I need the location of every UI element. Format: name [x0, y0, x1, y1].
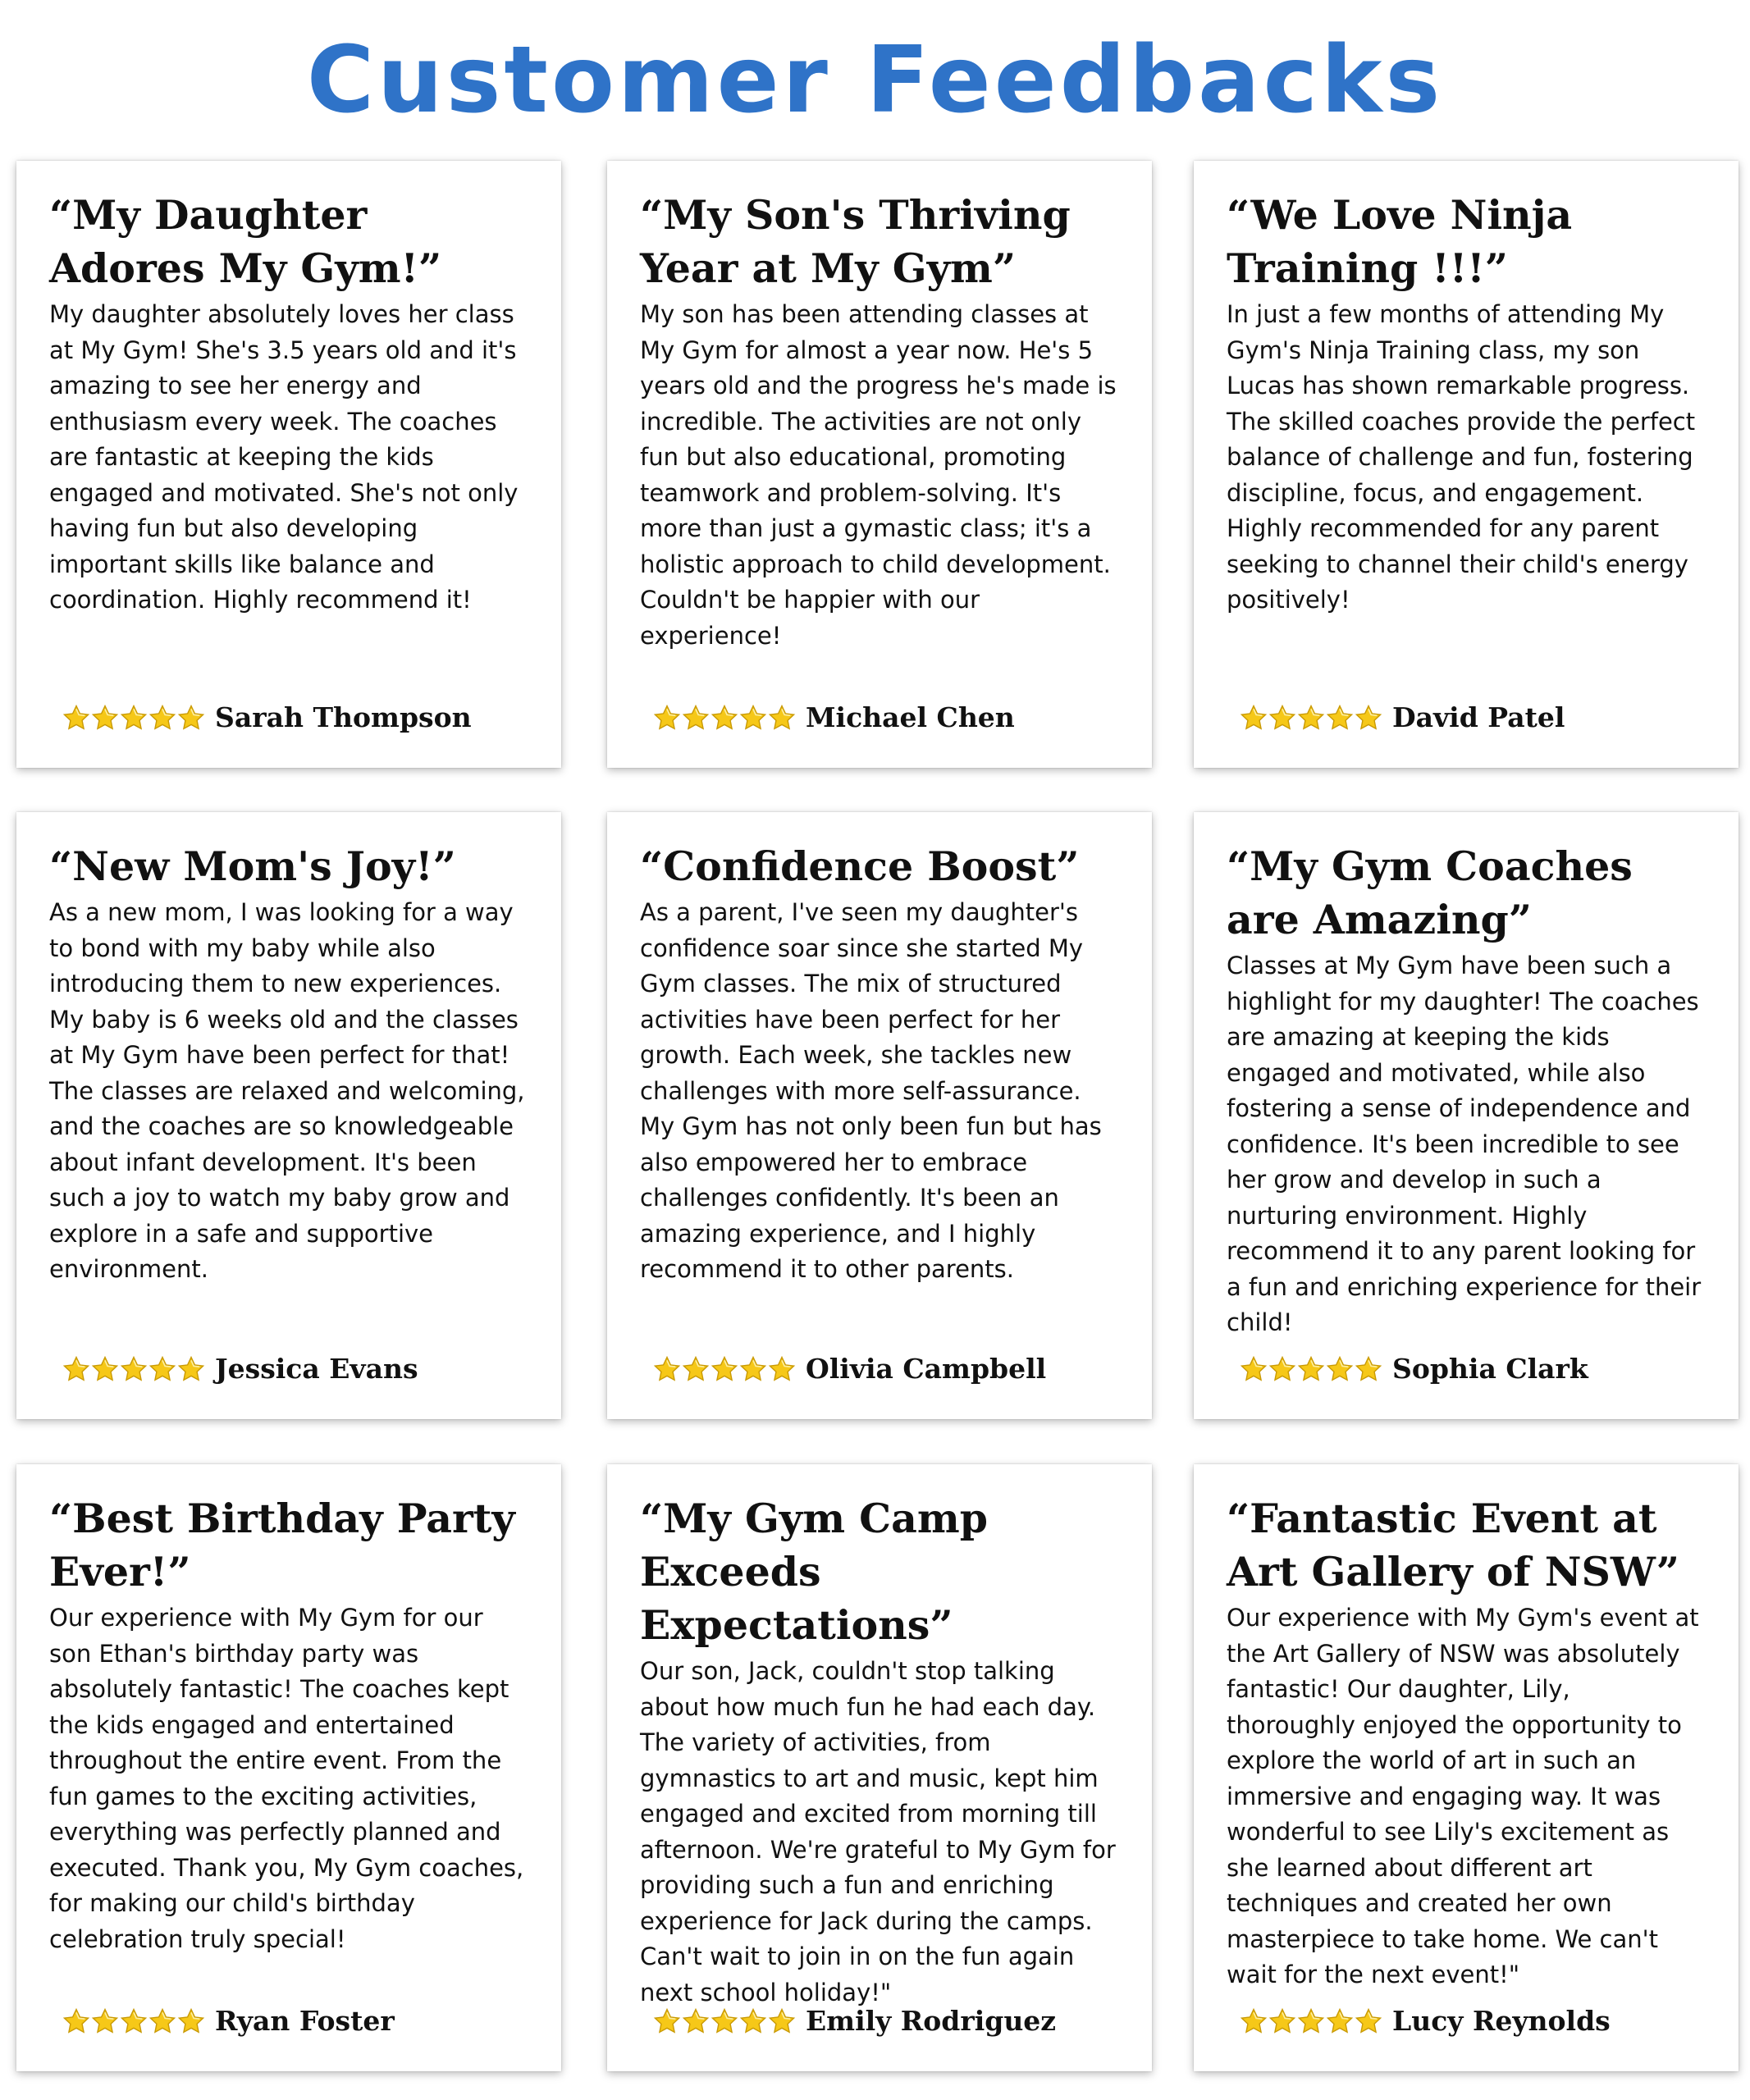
- star-icon: [739, 1355, 767, 1383]
- star-icon: [1268, 704, 1296, 732]
- review-footer: [1240, 701, 1565, 733]
- star-icon: [711, 704, 738, 732]
- star-icon: [653, 2007, 681, 2035]
- star-rating: [62, 1355, 205, 1383]
- star-rating: [1240, 2007, 1382, 2035]
- review-footer: [653, 701, 1015, 733]
- star-icon: [682, 1355, 710, 1383]
- review-title: “Best Birthday Party Ever!”: [49, 1495, 515, 1596]
- star-icon: [177, 1355, 205, 1383]
- star-rating: [653, 2007, 796, 2035]
- star-icon: [711, 1355, 738, 1383]
- star-icon: [177, 2007, 205, 2035]
- reviewer-name: Sophia Clark: [1392, 1353, 1588, 1385]
- star-icon: [1240, 2007, 1268, 2035]
- reviewer-name: David Patel: [1392, 701, 1565, 733]
- review-title: “New Mom's Joy!”: [49, 842, 456, 890]
- star-icon: [120, 704, 148, 732]
- review-text: Our son, Jack, couldn't stop talking about how much fun he had each day. The variety of activities, from gymnastics to art and music, kept him engaged and excited from morning till afternoon. We're grateful to My Gym for providing such a fun and enriching experience for Jack during the camps. Can't wait to join in on the fun again next school holiday!": [640, 1657, 1116, 2006]
- review-card-1: [16, 161, 561, 768]
- star-icon: [1326, 1355, 1354, 1383]
- review-card-9: [1194, 1464, 1739, 2071]
- star-icon: [682, 2007, 710, 2035]
- review-footer: [653, 1353, 1046, 1385]
- star-icon: [1240, 1355, 1268, 1383]
- star-icon: [768, 704, 796, 732]
- review-footer: [653, 2005, 1056, 2037]
- star-icon: [91, 704, 119, 732]
- review-title: “My Gym Camp Exceeds Expectations”: [640, 1495, 989, 1649]
- star-icon: [1355, 2007, 1382, 2035]
- review-title: “We Love Ninja Training !!!”: [1227, 191, 1573, 292]
- star-icon: [1268, 1355, 1296, 1383]
- review-footer: [1240, 1353, 1588, 1385]
- star-icon: [177, 704, 205, 732]
- star-icon: [148, 1355, 176, 1383]
- star-rating: [62, 2007, 205, 2035]
- reviewer-name: Ryan Foster: [215, 2005, 395, 2037]
- star-rating: [653, 1355, 796, 1383]
- review-text: My son has been attending classes at My Gym for almost a year now. He's 5 years old and the progress he's made is incredible. The activities are not only fun but also educational, promoting teamwork and problem-solving. It's more than just a gymastic class; it's a holistic approach to child development. Couldn't be happier with our experience!: [640, 300, 1117, 650]
- review-text: Our experience with My Gym for our son Ethan's birthday party was absolutely fantastic! The coaches kept the kids engaged and entertained throughout the entire event. From the fun games to the exciting activities, everything was perfectly planned and executed. Thank you, My Gym coaches, for making our child's birthday celebration truly special!: [49, 1604, 524, 1953]
- star-icon: [1297, 1355, 1325, 1383]
- review-footer: [62, 1353, 418, 1385]
- star-icon: [739, 2007, 767, 2035]
- star-icon: [653, 1355, 681, 1383]
- star-icon: [62, 2007, 90, 2035]
- reviewer-name: Sarah Thompson: [215, 701, 472, 733]
- star-icon: [1355, 1355, 1382, 1383]
- review-footer: [1240, 2005, 1611, 2037]
- review-text: In just a few months of attending My Gym's Ninja Training class, my son Lucas has shown remarkable progress. The skilled coaches provide the perfect balance of challenge and fun, fostering discipline, focus, and engagement. Highly recommended for any parent seeking to channel their child's energy positively!: [1227, 300, 1696, 614]
- review-card-2: [607, 161, 1152, 768]
- star-icon: [91, 2007, 119, 2035]
- star-icon: [1326, 704, 1354, 732]
- review-title: “Confidence Boost”: [640, 842, 1080, 890]
- star-icon: [739, 704, 767, 732]
- star-icon: [62, 1355, 90, 1383]
- reviewer-name: Jessica Evans: [215, 1353, 418, 1385]
- star-icon: [768, 2007, 796, 2035]
- review-card-3: [1194, 161, 1739, 768]
- star-icon: [682, 704, 710, 732]
- review-card-5: [607, 812, 1152, 1419]
- star-icon: [120, 1355, 148, 1383]
- star-rating: [653, 704, 796, 732]
- star-icon: [1297, 704, 1325, 732]
- review-text: As a new mom, I was looking for a way to bond with my baby while also introducing them to new experiences. My baby is 6 weeks old and the classes at My Gym have been perfect for that! The classes are relaxed and welcoming, and the coaches are so knowledgeable about infant development. It's been such a joy to watch my baby grow and explore in a safe and supportive environment.: [49, 898, 525, 1283]
- reviewer-name: Emily Rodriguez: [806, 2005, 1057, 2037]
- star-icon: [62, 704, 90, 732]
- star-rating: [1240, 1355, 1382, 1383]
- review-card-8: [607, 1464, 1152, 2071]
- review-footer: [62, 701, 472, 733]
- reviewer-name: Olivia Campbell: [806, 1353, 1047, 1385]
- review-text: Our experience with My Gym's event at the Art Gallery of NSW was absolutely fantastic! Our daughter, Lily, thoroughly enjoyed the opportunity to explore the world of art in such an immersive and engaging way. It was wonderful to see Lily's excitement as she learned about different art techniques and created her own masterpiece to take home. We can't wait for the next event!": [1227, 1604, 1699, 1988]
- star-icon: [653, 704, 681, 732]
- star-icon: [1326, 2007, 1354, 2035]
- reviewer-name: Michael Chen: [806, 701, 1015, 733]
- review-text: Classes at My Gym have been such a highlight for my daughter! The coaches are amazing at keeping the kids engaged and motivated, while also fostering a sense of independence and confidence. It's been incredible to see her grow and develop in such a nurturing environment. Highly recommend it to any parent looking for a fun and enriching experience for their child!: [1227, 952, 1702, 1336]
- star-icon: [1240, 704, 1268, 732]
- review-card-6: [1194, 812, 1739, 1419]
- review-card-4: [16, 812, 561, 1419]
- star-icon: [148, 704, 176, 732]
- review-footer: [62, 2005, 395, 2037]
- star-icon: [1355, 704, 1382, 732]
- reviewer-name: Lucy Reynolds: [1392, 2005, 1611, 2037]
- page-title: Customer Feedbacks: [306, 27, 1444, 134]
- review-title: “My Daughter Adores My Gym!”: [49, 191, 442, 292]
- review-text: As a parent, I've seen my daughter's confidence soar since she started My Gym classes. The mix of structured activities have been perfect for her growth. Each week, she tackles new challenges with more self-assurance. My Gym has not only been fun but has also empowered her to embrace challenges confidently. It's been an amazing experience, and I highly recommend it to other parents.: [640, 898, 1102, 1283]
- star-icon: [148, 2007, 176, 2035]
- review-card-7: [16, 1464, 561, 2071]
- review-text: My daughter absolutely loves her class at My Gym! She's 3.5 years old and it's amazing to see her energy and enthusiasm every week. The coaches are fantastic at keeping the kids engaged and motivated. She's not only having fun but also developing important skills like balance and coordination. Highly recommend it!: [49, 300, 519, 614]
- review-title: “My Son's Thriving Year at My Gym”: [640, 191, 1071, 292]
- star-icon: [711, 2007, 738, 2035]
- star-rating: [62, 704, 205, 732]
- review-title: “My Gym Coaches are Amazing”: [1227, 842, 1633, 943]
- review-title: “Fantastic Event at Art Gallery of NSW”: [1227, 1495, 1679, 1596]
- star-icon: [768, 1355, 796, 1383]
- star-rating: [1240, 704, 1382, 732]
- star-icon: [1268, 2007, 1296, 2035]
- star-icon: [91, 1355, 119, 1383]
- star-icon: [1297, 2007, 1325, 2035]
- star-icon: [120, 2007, 148, 2035]
